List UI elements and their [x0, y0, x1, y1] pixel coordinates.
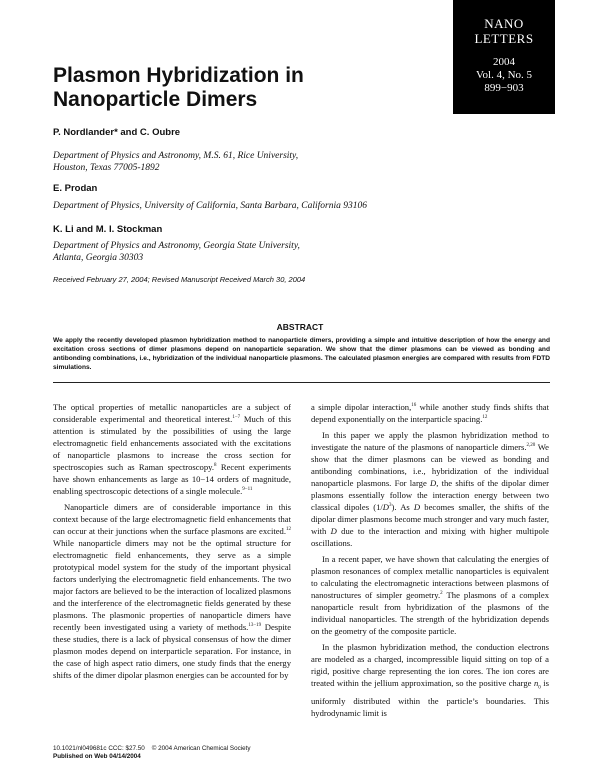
- text-run: is uniformly distributed within the particle’s boundaries. This hydrodynamic limit is: [311, 678, 549, 718]
- journal-name-line2: LETTERS: [474, 31, 534, 46]
- text-run: Recent experiments have shown enhancements as large as 10−14 orders of magnitude, enabling spectroscopic detections of a single molecule.: [53, 462, 292, 496]
- math-var: D: [382, 502, 390, 512]
- citation-ref: 8: [214, 463, 217, 469]
- journal-name-line1: NANO: [484, 16, 524, 31]
- text-run: In this paper we apply the plasmon hybridization method to investigate the nature of the plasmons of nanoparticle dimers.: [311, 430, 549, 452]
- journal-name: [453, 0, 555, 46]
- affiliation-1-line1: Department of Physics and Astronomy, M.S. 61, Rice University,: [53, 151, 299, 161]
- math-var: D: [413, 502, 421, 512]
- citation-ref: 2: [440, 591, 443, 597]
- page-footer: [53, 745, 251, 761]
- received-dates: Received February 27, 2004; Revised Manuscript Received March 30, 2004: [53, 275, 306, 284]
- journal-volume-issue: Vol. 4, No. 5: [475, 69, 533, 81]
- body-paragraph: [311, 429, 549, 549]
- citation-ref: 1−7: [232, 415, 241, 421]
- affiliation-2-line1: Department of Physics, University of California, Santa Barbara, California 93106: [53, 201, 368, 211]
- body-paragraph: [311, 553, 549, 637]
- body-paragraph: [53, 501, 291, 681]
- text-run: The optical properties of metallic nanoparticles are a subject of considerable experimental and theoretical interest.: [53, 402, 291, 424]
- journal-year: 2004: [493, 56, 515, 68]
- math-var: D: [430, 478, 437, 488]
- abstract-heading: ABSTRACT: [276, 322, 324, 332]
- citation-ref: 12: [286, 527, 291, 533]
- author-group-1: P. Nordlander* and C. Oubre: [53, 127, 181, 138]
- text-run: ). As: [391, 502, 414, 512]
- exponent: 3: [389, 503, 392, 509]
- affiliation-3: [53, 240, 413, 264]
- journal-citation: [453, 56, 555, 95]
- text-run: while another study finds shifts that depend exponentially on the interparticle spacing.: [311, 402, 549, 424]
- journal-pages: 899−903: [484, 82, 524, 94]
- body-paragraph: [53, 401, 291, 497]
- citation-ref: 16: [411, 403, 417, 409]
- math-var: D: [330, 526, 337, 536]
- text-run: In the plasmon hybridization method, the conduction electrons are modeled as a charged, incompressible liquid sitting on top of a rigid, positive charge representing the ion cores. The ion cores are treated within the jellium approximation, so the positive charge: [311, 642, 549, 688]
- affiliation-3-line1: Department of Physics and Astronomy, Georgia State University,: [53, 241, 300, 251]
- body-paragraph: [311, 641, 549, 719]
- text-run: Nanoparticle dimers are of considerable importance in this context because of the large electromagnetic field enhancements that can occur at their junctions when the surface plasmons are excited.: [53, 502, 291, 536]
- article-title: Plasmon Hybridization in Nanoparticle Dimers: [53, 64, 304, 111]
- footer-copyright: © 2004 American Chemical Society: [151, 745, 251, 752]
- text-run: Much of this attention is stimulated by the possibilities of using the large electromagnetic field enhancements associated with the excitations of nanoparticle plasmons to increase the cross section for spectroscopies such as Raman spectroscopy.: [53, 414, 291, 472]
- text-run: While nanoparticle dimers may not be the optimal structure for electromagnetic field enhancements, they serve as a simple prototypical model system for the study of the important physical factors underlying the electromagnetic field enhancements. The two major factors are believed to be the interaction of localized plasmons and the interference of the electromagnetic fields generated by these plasmons. The plasmonic properties of nanoparticle dimers have recently been investigated using a variety of methods.: [53, 538, 291, 632]
- author-group-3: K. Li and M. I. Stockman: [53, 224, 163, 235]
- body-column-right: [311, 401, 549, 719]
- body-paragraph: [311, 401, 549, 425]
- text-run: Despite these studies, there is a lack of physical consensus of how the dimer plasmon modes depend on interparticle separation. For instance, in the case of high aspect ratio dimers, one study finds that the energy shifts of the dimer dipolar plasmon energies can be accounted for by: [53, 622, 292, 680]
- text-run: , the shifts of the dipolar dimer plasmons essentially follow the interaction energy between two classical dipoles (1/: [311, 478, 549, 512]
- citation-ref: 2,20: [526, 443, 536, 449]
- text-run: We show that the dimer plasmons can be viewed as bonding and antibonding combinations, i.e., hybridization of the individual nanoparticle plasmons. For large: [311, 442, 549, 488]
- citation-ref: 13−19: [248, 623, 262, 629]
- citation-ref: 9−11: [242, 487, 253, 493]
- math-var: n: [533, 678, 539, 688]
- text-run: The plasmons of a complex nanoparticle result from hybridization of the plasmons of the individual nanoparticles. The strength of the hybridization depends on the geometry of the composite particle.: [311, 590, 549, 636]
- citation-ref: 12: [482, 415, 488, 421]
- affiliation-1: [53, 150, 413, 174]
- abstract-divider: [53, 382, 550, 383]
- footer-published-date: Published on Web 04/14/2004: [53, 753, 141, 760]
- affiliation-1-line2: Houston, Texas 77005-1892: [53, 163, 160, 173]
- text-run: due to the interaction and mixing with higher multipole oscillations.: [311, 526, 549, 548]
- text-run: In a recent paper, we have shown that calculating the energies of plasmon resonances of complex metallic nanoparticles is equivalent to calculating the electromagnetic interactions between plasmons of nanostructures of simpler geometry.: [311, 554, 549, 600]
- affiliation-2: [53, 200, 413, 212]
- body-column-left: [53, 401, 291, 681]
- abstract-text: We apply the recently developed plasmon hybridization method to nanoparticle dimers, providing a simple and intuitive description of how the energy and excitation cross sections of dimer plasmons depend on nanoparticle separation. We show that the dimer plasmons can be viewed as bonding and antibonding combinations, i.e., hybridization of the individual nanoparticle plasmons. The calculated plasmon energies are compared with results from FDTD simulations.: [53, 337, 550, 371]
- footer-doi: 10.1021/nl049681c CCC: $27.50: [53, 745, 145, 752]
- text-run: becomes smaller, the shifts of the dipolar dimer plasmons become much stronger and vary much faster, with: [311, 502, 550, 536]
- author-group-2: E. Prodan: [53, 183, 98, 194]
- journal-citation-box: [453, 0, 555, 114]
- subscript: 0: [538, 685, 541, 691]
- text-run: a simple dipolar interaction,: [311, 402, 412, 412]
- affiliation-3-line2: Atlanta, Georgia 30303: [53, 253, 144, 263]
